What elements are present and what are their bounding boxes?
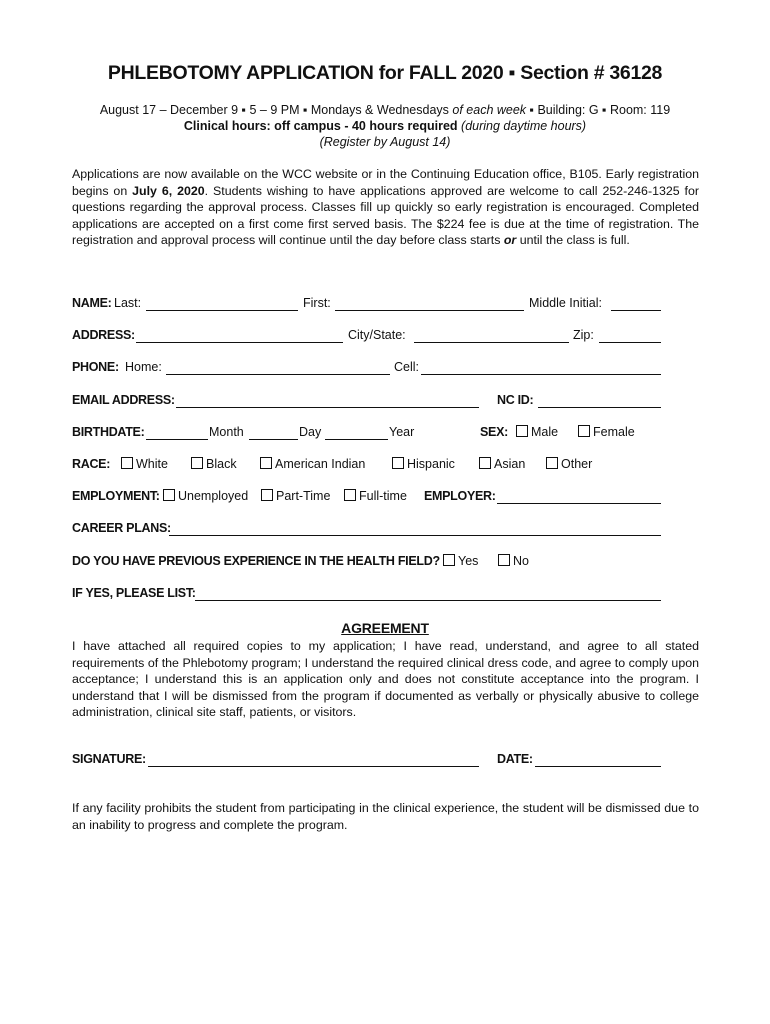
race-label: RACE: bbox=[72, 457, 111, 471]
experience-row bbox=[72, 551, 662, 571]
experience-list-field[interactable] bbox=[195, 586, 661, 601]
race-option-other[interactable]: Other bbox=[546, 457, 592, 471]
other-checkbox[interactable] bbox=[546, 457, 558, 469]
agreement-title: AGREEMENT bbox=[341, 620, 429, 636]
email-row bbox=[72, 390, 662, 410]
year-label: Year bbox=[389, 425, 415, 439]
part-time-checkbox[interactable] bbox=[261, 489, 273, 501]
clinical-hours-line bbox=[0, 119, 770, 133]
birth-month-field[interactable] bbox=[146, 425, 208, 440]
race-option-american-indian[interactable]: American Indian bbox=[260, 457, 365, 471]
email-label: EMAIL ADDRESS: bbox=[72, 393, 175, 407]
experience-no-option[interactable]: No bbox=[498, 554, 529, 568]
race-option-hispanic[interactable]: Hispanic bbox=[392, 457, 455, 471]
birth-day-field[interactable] bbox=[249, 425, 298, 440]
clinical-hours: Clinical hours: off campus - 40 hours required bbox=[183, 119, 458, 133]
asian-checkbox[interactable] bbox=[479, 457, 491, 469]
day-label: Day bbox=[299, 425, 322, 439]
last-name-label: Last: bbox=[114, 296, 142, 310]
nc-id-label: NC ID: bbox=[497, 393, 534, 407]
schedule-line bbox=[0, 103, 770, 117]
clinical-hours-note: (during daytime hours) bbox=[457, 119, 587, 133]
birthdate-label: BIRTHDATE: bbox=[72, 425, 145, 439]
agreement-text: I have attached all required copies to my application; I have read, understand, and agree to all stated requirements of the Phlebotomy program; I understand the required clinical dress code, and agree to comply upon acceptance; I understand this is an application only and does not constitute acceptance into the program. I understand that I will be dismissed from the program if documented as verbally or physically abusive to college administration, clinical site staff, patients, or visitors. bbox=[72, 639, 699, 720]
race-option-asian[interactable]: Asian bbox=[479, 457, 525, 471]
hispanic-checkbox[interactable] bbox=[392, 457, 404, 469]
employment-option-part-time[interactable]: Part-Time bbox=[261, 489, 330, 503]
no-checkbox[interactable] bbox=[498, 554, 510, 566]
address-label: ADDRESS: bbox=[72, 328, 135, 342]
employment-label: EMPLOYMENT: bbox=[72, 489, 160, 503]
registration-date: July 6, 2020 bbox=[132, 183, 205, 198]
female-checkbox[interactable] bbox=[578, 425, 590, 437]
experience-yes-option[interactable]: Yes bbox=[443, 554, 478, 568]
name-row bbox=[72, 293, 662, 313]
sex-label: SEX: bbox=[480, 425, 508, 439]
career-plans-field[interactable] bbox=[169, 521, 661, 536]
month-label: Month bbox=[209, 425, 244, 439]
date-field[interactable] bbox=[535, 752, 661, 767]
if-yes-row bbox=[72, 583, 662, 603]
first-name-field[interactable] bbox=[335, 296, 524, 311]
name-label: NAME: bbox=[72, 296, 112, 310]
address-row bbox=[72, 325, 662, 345]
city-state-field[interactable] bbox=[414, 328, 569, 343]
schedule-main: August 17 – December 9 ▪ 5 – 9 PM ▪ Mondays & Wednesdays bbox=[99, 103, 453, 117]
male-checkbox[interactable] bbox=[516, 425, 528, 437]
home-phone-label: Home: bbox=[125, 360, 162, 374]
city-state-label: City/State: bbox=[348, 328, 406, 342]
birthdate-row bbox=[72, 422, 662, 442]
if-yes-label: IF YES, PLEASE LIST: bbox=[72, 586, 196, 600]
middle-initial-label: Middle Initial: bbox=[529, 296, 602, 310]
employment-row bbox=[72, 486, 662, 506]
american-indian-checkbox[interactable] bbox=[260, 457, 272, 469]
employer-label: EMPLOYER: bbox=[424, 489, 496, 503]
race-option-white[interactable]: White bbox=[121, 457, 168, 471]
schedule-italic: of each week bbox=[452, 103, 527, 117]
experience-question: DO YOU HAVE PREVIOUS EXPERIENCE IN THE HEALTH FIELD? bbox=[72, 554, 440, 568]
sex-female-option[interactable]: Female bbox=[578, 425, 635, 439]
yes-checkbox[interactable] bbox=[443, 554, 455, 566]
career-plans-label: CAREER PLANS: bbox=[72, 521, 171, 535]
footer-note: If any facility prohibits the student from participating in the clinical experience, the student will be dismissed due to an inability to progress and complete the program. bbox=[72, 801, 699, 832]
white-checkbox[interactable] bbox=[121, 457, 133, 469]
phone-row bbox=[72, 357, 662, 377]
schedule-tail: ▪ Building: G ▪ Room: 119 bbox=[526, 103, 671, 117]
email-field[interactable] bbox=[176, 393, 479, 408]
race-row bbox=[72, 454, 662, 474]
zip-label: Zip: bbox=[573, 328, 594, 342]
race-option-black[interactable]: Black bbox=[191, 457, 237, 471]
zip-field[interactable] bbox=[599, 328, 661, 343]
address-field[interactable] bbox=[136, 328, 343, 343]
date-label: DATE: bbox=[497, 752, 533, 766]
first-name-label: First: bbox=[303, 296, 331, 310]
employment-option-unemployed[interactable]: Unemployed bbox=[163, 489, 248, 503]
page-title: PHLEBOTOMY APPLICATION for FALL 2020 ▪ Section # 36128 bbox=[107, 62, 663, 84]
black-checkbox[interactable] bbox=[191, 457, 203, 469]
career-row bbox=[72, 518, 662, 538]
full-time-checkbox[interactable] bbox=[344, 489, 356, 501]
signature-field[interactable] bbox=[148, 752, 479, 767]
unemployed-checkbox[interactable] bbox=[163, 489, 175, 501]
register-deadline: (Register by August 14) bbox=[319, 135, 451, 149]
birth-year-field[interactable] bbox=[325, 425, 388, 440]
home-phone-field[interactable] bbox=[166, 360, 390, 375]
phone-label: PHONE: bbox=[72, 360, 119, 374]
nc-id-field[interactable] bbox=[538, 393, 661, 408]
cell-phone-field[interactable] bbox=[421, 360, 661, 375]
cell-phone-label: Cell: bbox=[394, 360, 420, 374]
middle-initial-field[interactable] bbox=[611, 296, 661, 311]
employer-field[interactable] bbox=[497, 489, 661, 504]
employment-option-full-time[interactable]: Full-time bbox=[344, 489, 407, 503]
last-name-field[interactable] bbox=[146, 296, 298, 311]
signature-row bbox=[72, 749, 662, 769]
sex-male-option[interactable]: Male bbox=[516, 425, 558, 439]
intro-paragraph: Applications are now available on the WCC website or in the Continuing Education office, B105. Early registration begins on July 6, 2020. Students wishing to have applications approved are welcome to call 252-246-1325 for questions regarding the approval process. Classes fill up quickly so early registration is encouraged. Completed applications are accepted on a first come first served basis. The $224 fee is due at the time of registration. The registration and approval process will continue until the day before class starts or until the class is full. bbox=[72, 167, 700, 248]
signature-label: SIGNATURE: bbox=[72, 752, 146, 766]
